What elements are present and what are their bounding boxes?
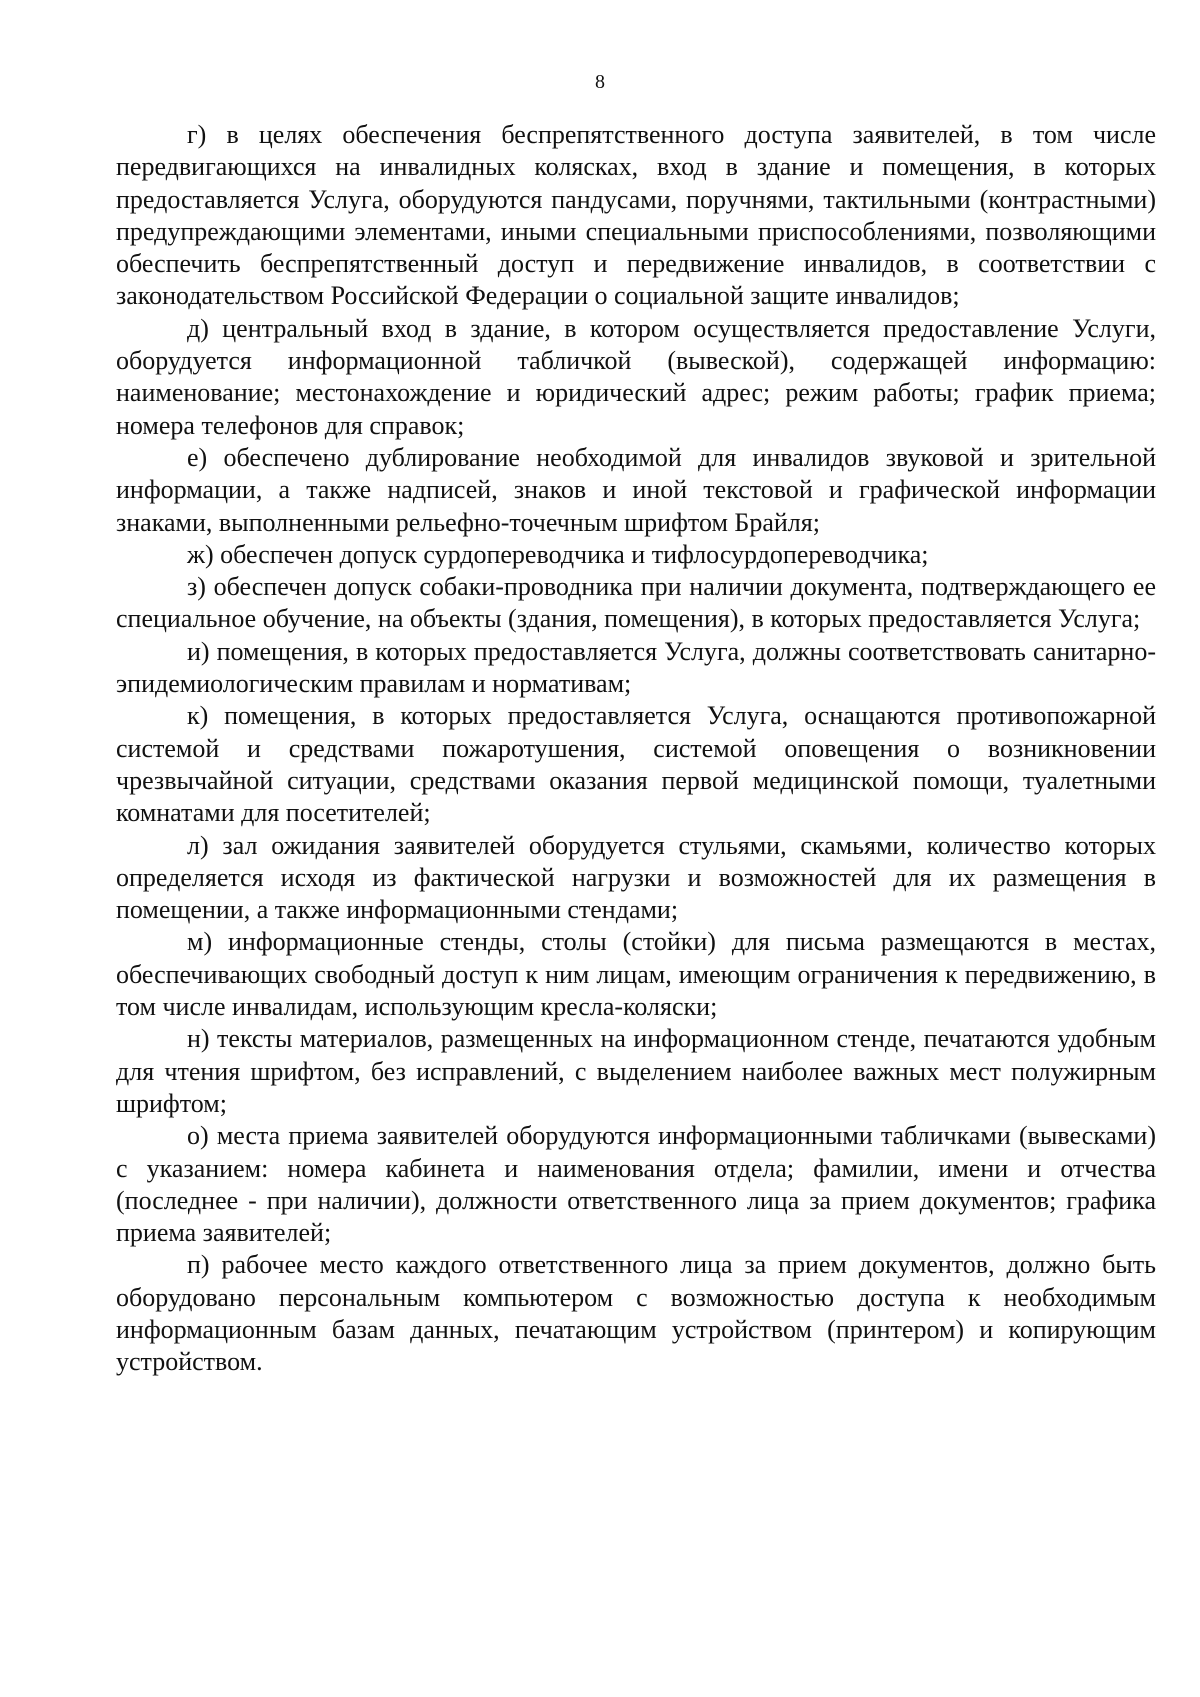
list-item-m: м) информационные стенды, столы (стойки) для письма размещаются в местах, обеспечивающих свободный доступ к ним лицам, имеющим ограничения к передвижению, в том числе инвалидам, использующим кресла-коляски;: [116, 927, 1156, 1022]
list-item-e: е) обеспечено дублирование необходимой для инвалидов звуковой и зрительной информации, а также надписей, знаков и иной текстовой и графической информации знаками, выполненными рельефно-точечным шрифтом Брайля;: [116, 442, 1156, 537]
list-item-g: г) в целях обеспечения беспрепятственного доступа заявителей, в том числе передвигающихся на инвалидных колясках, вход в здание и помещения, в которых предоставляется Услуга, оборудуются пандусами, поручнями, тактильными (контрастными) предупреждающими элементами, иными специальными приспособлениями, позволяющими обеспечить беспрепятственный доступ и передвижение инвалидов, в соответствии с законодательством Российской Федерации о социальной защите инвалидов;: [116, 120, 1156, 311]
list-item-l: л) зал ожидания заявителей оборудуется стульями, скамьями, количество которых определяется исходя из фактической нагрузки и возможностей для их размещения в помещении, а также информационными стендами;: [116, 830, 1156, 925]
list-item-z: з) обеспечен допуск собаки-проводника при наличии документа, подтверждающего ее специальное обучение, на объекты (здания, помещения), в которых предоставляется Услуга;: [116, 572, 1156, 634]
list-item-k: к) помещения, в которых предоставляется Услуга, оснащаются противопожарной системой и средствами пожаротушения, системой оповещения о возникновении чрезвычайной ситуации, средствами оказания первой медицинской помощи, туалетными комнатами для посетителей;: [116, 701, 1156, 828]
list-item-p: п) рабочее место каждого ответственного лица за прием документов, должно быть оборудовано персональным компьютером с возможностью доступа к необходимым информационным базам данных, печатающим устройством (принтером) и копирующим устройством.: [116, 1250, 1156, 1377]
page-number: 8: [595, 71, 605, 93]
list-item-zh: ж) обеспечен допуск сурдопереводчика и тифлосурдопереводчика;: [187, 539, 929, 569]
list-item-n: н) тексты материалов, размещенных на информационном стенде, печатаются удобным для чтения шрифтом, без исправлений, с выделением наиболее важных мест полужирным шрифтом;: [116, 1024, 1156, 1118]
list-item-i: и) помещения, в которых предоставляется Услуга, должны соответствовать санитарно-эпидемиологическим правилам и нормативам;: [116, 636, 1156, 699]
document-body: [116, 119, 1156, 1379]
list-item-o: о) места приема заявителей оборудуются информационными табличками (вывесками) с указанием: номера кабинета и наименования отдела; фамилии, имени и отчества (последнее - при наличии), должности ответственного лица за прием документов; графика приема заявителей;: [116, 1121, 1156, 1248]
list-item-d: д) центральный вход в здание, в котором осуществляется предоставление Услуги, оборудуется информационной табличкой (вывеской), содержащей информацию: наименование; местонахождение и юридический адрес; режим работы; график приема; номера телефонов для справок;: [116, 313, 1156, 440]
